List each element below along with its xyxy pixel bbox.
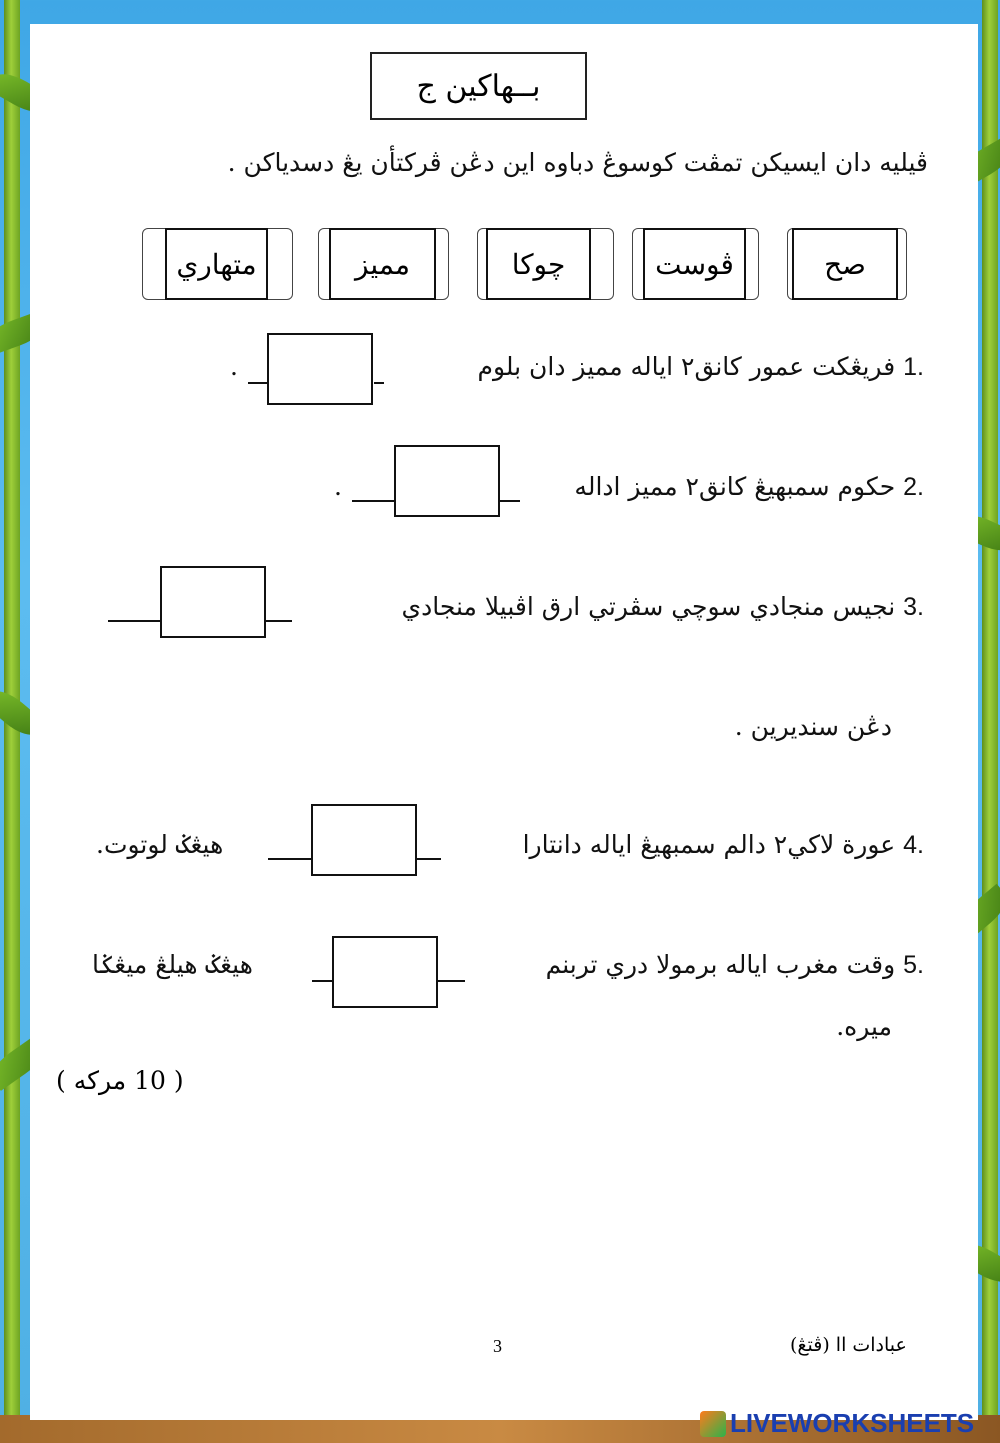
answer-box-4[interactable]: [311, 804, 417, 876]
question-2-end: .: [334, 472, 342, 501]
question-2: [574, 472, 924, 502]
answer-box-5[interactable]: [332, 936, 438, 1008]
marks-label: ( 10 مركه ): [56, 1066, 184, 1095]
answer-underline: [352, 500, 394, 502]
question-3-continuation: دڠن سنديرين .: [734, 712, 892, 741]
question-number: .3: [903, 593, 924, 621]
instruction-text: ڤيليه دان ايسيكن تمڤت كوسوڠ دباوه اين دڠن ڤركتأن يڠ دسدياكن .: [227, 148, 928, 177]
question-text: وقت مغرب اياله برمولا دري تربنم: [545, 950, 896, 979]
answer-underline: [437, 980, 465, 982]
question-text: حكوم سمبهيڠ كانق٢ مميز اداله: [574, 472, 896, 501]
word-card-label: متهاري: [165, 228, 268, 300]
question-1: [477, 352, 924, 382]
answer-underline: [312, 980, 332, 982]
answer-underline: [268, 858, 311, 860]
word-card[interactable]: [632, 228, 759, 300]
word-card-label: ڤوست: [643, 228, 746, 300]
question-3: [402, 592, 924, 622]
question-text: نجيس منجادي سوچي سڤرتي ارق اڤبيلا منجادي: [401, 592, 896, 621]
answer-box-2[interactable]: [394, 445, 500, 517]
question-number: .1: [903, 353, 924, 381]
answer-underline: [500, 500, 520, 502]
bamboo-stalk-right: [982, 0, 998, 1443]
answer-underline: [374, 382, 384, 384]
question-1-end: .: [230, 352, 238, 381]
answer-box-3[interactable]: [160, 566, 266, 638]
word-card[interactable]: [318, 228, 449, 300]
section-title: بــهاكين ج: [370, 52, 587, 120]
word-card[interactable]: [477, 228, 614, 300]
question-text: فريڠكت عمور كانق٢ اياله مميز دان بلوم: [477, 352, 896, 381]
question-5-continuation: ميره.: [836, 1012, 892, 1041]
question-4: [523, 830, 924, 860]
liveworksheets-icon: [700, 1411, 726, 1437]
question-text: عورة لاكي٢ دالم سمبهيڠ اياله دانتارا: [522, 830, 896, 859]
word-card[interactable]: [787, 228, 907, 300]
answer-underline: [417, 858, 441, 860]
question-4-end: هيڠݢ لوتوت.: [96, 830, 224, 859]
answer-underline: [108, 620, 160, 622]
question-number: .5: [903, 951, 924, 979]
word-card-label: صح: [792, 228, 898, 300]
liveworksheets-text: LIVEWORKSHEETS: [730, 1408, 975, 1438]
answer-box-1[interactable]: [267, 333, 373, 405]
footer-subject: عبادات اا (ڤتڠ): [790, 1334, 907, 1356]
word-card-label: چوكا: [486, 228, 591, 300]
answer-underline: [248, 382, 268, 384]
question-number: .4: [903, 831, 924, 859]
question-5: [546, 950, 924, 980]
page-number: 3: [493, 1336, 502, 1356]
question-number: .2: [903, 473, 924, 501]
question-5-end: هيڠݢ هيلڠ ميڠݢا: [92, 950, 253, 979]
word-card-label: مميز: [329, 228, 436, 300]
liveworksheets-logo: [700, 1408, 974, 1439]
word-card[interactable]: [142, 228, 293, 300]
answer-underline: [266, 620, 292, 622]
